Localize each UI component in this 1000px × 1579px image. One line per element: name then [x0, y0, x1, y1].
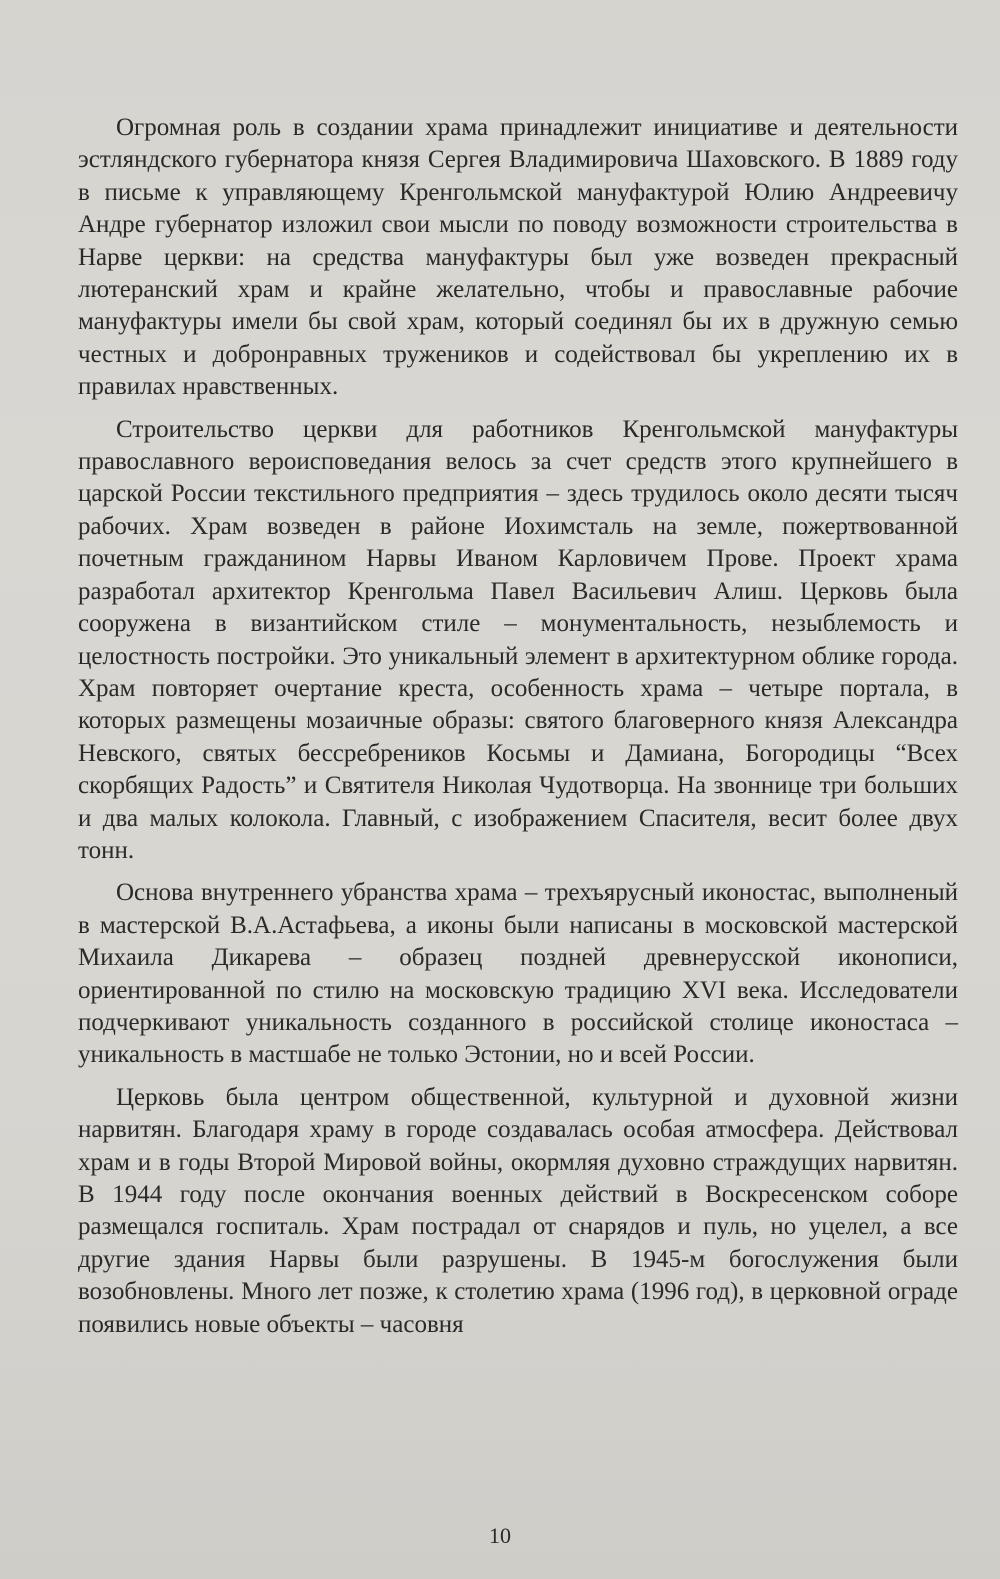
page-number: 10: [489, 1523, 511, 1548]
paragraph-3: Основа внутреннего убранства храма – трехъярусный иконостас, выполненый в мастерской В.А.Астафьева, а иконы были написаны в московской мастерской Михаила Дикарева – образец поздней древнерусской иконописи, ориентированной по стилю на московскую традицию XVI века. Исследователи подчеркивают уникальность созданного в российской столице иконостаса – уникальность в мастшабе не только Эстонии, но и всей России.: [78, 879, 958, 1069]
body-text: [78, 112, 958, 1351]
paragraph-4: Церковь была центром общественной, культурной и духовной жизни нарвитян. Благодаря храму в городе создавалась особая атмосфера. Действовал храм и в годы Второй Мировой войны, окормляя духовно страждущих нарвитян. В 1944 году после окончания военных действий в Воскресенском соборе размещался госпиталь. Храм пострадал от снарядов и пуль, но уцелел, а все другие здания Нарвы были разрушены. В 1945-м богослужения были возобновлены. Много лет позже, к столетию храма (1996 год), в церковной ограде появились новые объекты – часовня: [78, 1083, 958, 1338]
paragraph-2: Строительство церкви для работников Кренгольмской мануфактуры православного вероисповедания велось за счет средств этого крупнейшего в царской России текстильного предприятия – здесь трудилось около десяти тысяч рабочих. Храм возведен в районе Иохимсталь на земле, пожертвованной почетным гражданином Нарвы Иваном Карловичем Прове. Проект храма разработал архитектор Кренгольма Павел Васильевич Алиш. Церковь была сооружена в византийском стиле – монументальность, незыблемость и целостность постройки. Это уникальный элемент в архитектурном облике города. Храм повторяет очертание креста, особенность храма – четыре портала, в которых размещены мозаичные образы: святого благоверного князя Александра Невского, святых бессребреников Косьмы и Дамиана, Богородицы “Всех скорбящих Радость” и Святителя Николая Чудотворца. На звоннице три больших и два малых колокола. Главный, с изображением Спасителя, весит более двух тонн.: [78, 415, 958, 864]
paragraph-1: Огромная роль в создании храма принадлежит инициативе и деятельности эстляндского губернатора князя Сергея Владимировича Шаховского. В 1889 году в письме к управляющему Кренгольмской мануфактурой Юлию Андреевичу Андре губернатор изложил свои мысли по поводу возможности строительства в Нарве церкви: на средства мануфактуры был уже возведен прекрасный лютеранский храм и крайне желательно, чтобы и православные рабочие мануфактуры имели бы свой храм, который соединял бы их в дружную семью честных и добронравных тружеников и содействовал бы укреплению их в правилах нравственных.: [78, 114, 958, 401]
